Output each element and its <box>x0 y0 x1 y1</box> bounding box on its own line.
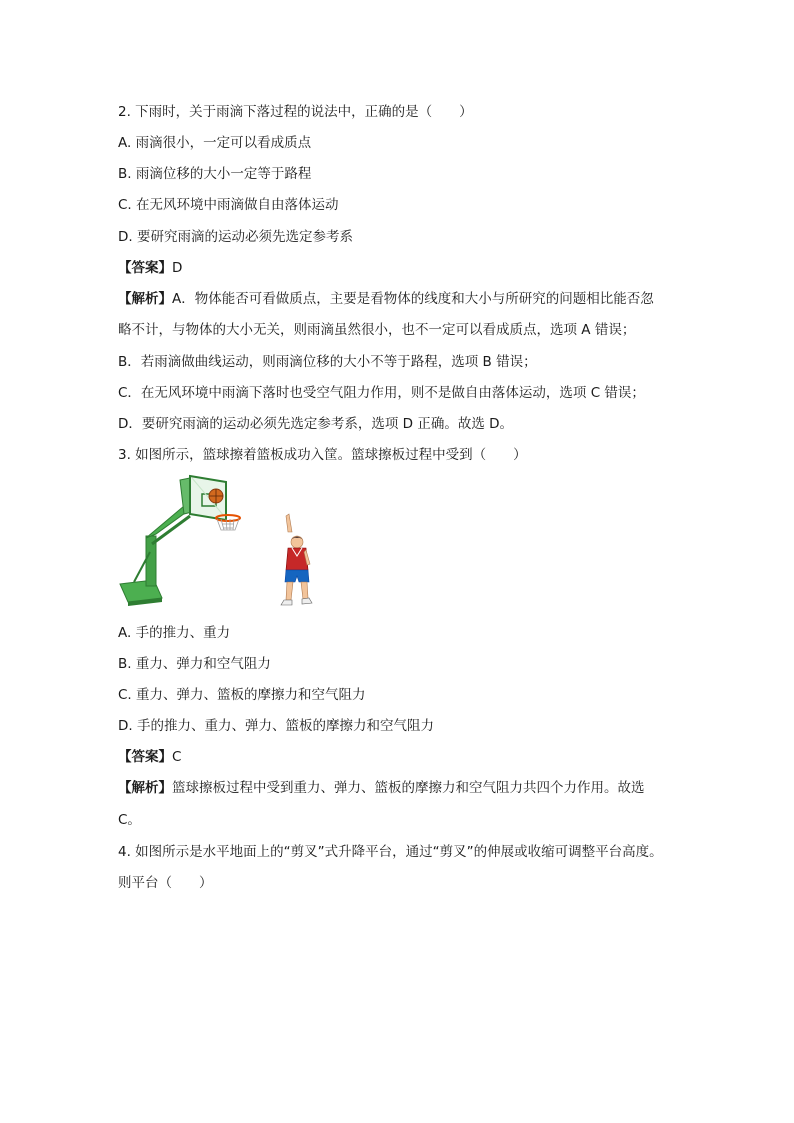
q3-figure <box>116 472 316 614</box>
player-icon <box>281 514 312 605</box>
q2-option-b: B. 雨滴位移的大小一定等于路程 <box>118 166 312 182</box>
q3-analysis-line-1: 【解析】篮球擦板过程中受到重力、弹力、篮板的摩擦力和空气阻力共四个力作用。故选 <box>118 780 645 796</box>
q2-analysis-line-4: C．在无风环境中雨滴下落时也受空气阻力作用，则不是做自由落体运动，选项 C 错误； <box>118 385 645 401</box>
q3-answer <box>118 748 181 766</box>
q2-stem: 2. 下雨时，关于雨滴下落过程的说法中，正确的是（ ） <box>118 104 473 120</box>
answer-value: D <box>172 260 183 276</box>
q2-analysis-line-1: 【解析】A．物体能否可看做质点，主要是看物体的线度和大小与所研究的问题相比能否忽 <box>118 291 654 307</box>
analysis-tag: 【解析】 <box>118 780 172 796</box>
q2-analysis-line-5: D．要研究雨滴的运动必须先选定参考系，选项 D 正确。故选 D。 <box>118 416 514 432</box>
q3-analysis-line-2: C。 <box>118 812 141 828</box>
analysis-tag: 【解析】 <box>118 291 172 307</box>
q4-stem-line-1: 4. 如图所示是水平地面上的“剪叉”式升降平台，通过“剪叉”的伸展或收缩可调整平台高度。 <box>118 844 663 860</box>
basketball-hoop-icon <box>120 476 240 606</box>
q2-answer <box>118 259 182 277</box>
q2-option-a: A. 雨滴很小，一定可以看成质点 <box>118 135 312 151</box>
q2-option-d: D. 要研究雨滴的运动必须先选定参考系 <box>118 229 353 245</box>
q2-analysis-line-3: B．若雨滴做曲线运动，则雨滴位移的大小不等于路程，选项 B 错误； <box>118 354 537 370</box>
q3-option-b: B. 重力、弹力和空气阻力 <box>118 656 271 672</box>
answer-tag: 【答案】 <box>118 749 172 765</box>
q3-option-d: D. 手的推力、重力、弹力、篮板的摩擦力和空气阻力 <box>118 718 434 734</box>
q3-option-c: C. 重力、弹力、篮板的摩擦力和空气阻力 <box>118 687 366 703</box>
q4-stem-line-2: 则平台（ ） <box>118 875 213 891</box>
answer-value: C <box>172 749 182 765</box>
q2-analysis-line-2: 略不计，与物体的大小无关，则雨滴虽然很小，也不一定可以看成质点，选项 A 错误； <box>118 322 636 338</box>
q2-option-c: C. 在无风环境中雨滴做自由落体运动 <box>118 197 339 213</box>
answer-tag: 【答案】 <box>118 260 172 276</box>
q3-option-a: A. 手的推力、重力 <box>118 625 231 641</box>
q3-stem: 3. 如图所示，篮球擦着篮板成功入筐。篮球擦板过程中受到（ ） <box>118 447 527 463</box>
